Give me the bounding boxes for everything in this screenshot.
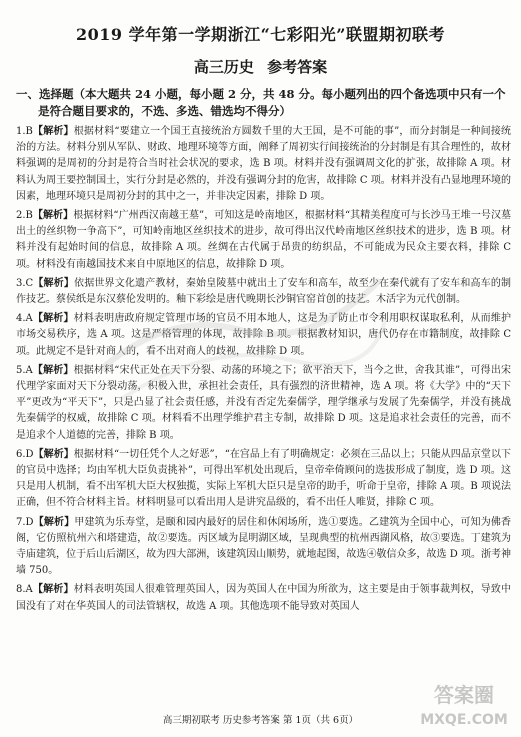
answer-item-8 [16, 582, 511, 614]
answer-number: 3.C [16, 277, 34, 289]
analysis-tag: 【解析】 [33, 277, 75, 289]
analysis-tag: 【解析】 [32, 210, 74, 222]
answer-item-6 [16, 447, 511, 512]
section-heading-line-1: 一、选择题（本大题共 24 小题，每小题 2 分，共 48 分。每小题列出的四个备选项中只有一个 [16, 87, 506, 101]
page-footer: 高三期初联考 历史参考答案 第 1页（共 6页） [162, 715, 359, 726]
answer-number: 1.B [16, 126, 33, 137]
analysis-text: 材料表明唐政府规定管理市场的官员不用本地人，这是为了防止市令利用职权谋取私利，从而维护市场交易秩序，选 A 项。这是严格管理的体现，故排除 B 项。根据教材知识，唐代仍存在市籍制度，故排除 C 项。此规定不是针对商人的，看不出对商人的歧视，故排除 D 项。 [16, 313, 512, 357]
answer-number: 8.A [16, 584, 33, 596]
answer-label: 参考答案 [267, 58, 328, 76]
answer-number: 6.D [16, 448, 34, 460]
analysis-text: 根据材料“要建立一个国王直接统治方圆数千里的大王国，是不可能的事”，而分封制是一种间接统治的方法。材料分别从军队、财政、地理环境等方面，阐释了周初实行间接统治的分封制是有其合理性的，故材料强调的是周初的分封是符合当时社会状况的要求，选 B 项。材料并没有强调周文化的扩张，故排除 A 项。材料认为周王要控制国土，实行分封是必然的，并没有强调分封的危害，故排除 C 项。材料并没有凸显地理环境的因素，地理环境只是周初分封的其中之一，并非决定因素，排除 D 项。 [16, 126, 511, 202]
answer-number: 7.D [16, 516, 34, 528]
analysis-tag: 【解析】 [32, 364, 74, 376]
analysis-text: 根据材料“宋代正处在天下分裂、动荡的环境之下；欲平治天下，当今之世，舍我其谁”，可得出宋代理学家面对天下分裂动荡，积极入世，承担社会责任，具有强烈的济世精神，选 A 项。将《大学》中的“天下平”更改为“平天下”，只是凸显了社会责任感，并没有否定先秦儒学，理学继承与发展了先秦儒学，并没有挑战先秦儒学的权威，故排除 C 项。材料看不出理学维护君主专制，故排除 D 项。这是追求社会责任的完善，而不是追求个人道德的完善，排除 B 项。 [16, 364, 512, 441]
analysis-tag: 【解析】 [32, 313, 74, 325]
answer-item-4 [16, 311, 511, 360]
logo-text: 答案圈 [434, 683, 494, 707]
analysis-text: 根据材料“一切任凭个人之好恶”，“在宫品上有了明确规定：必须在三品以上；只能从四品京堂以下的官员中选择；均由军机大臣负责挑补”，可得出军机处出现后，皇帝牵倚顾问的选拔形成了制度，选 D 项。这只是用人机制，看不出军机大臣大权独揽，实际上军机大臣只是皇帝的助手，听命于皇帝，排除 A 项。B 项说法正确，但不符合材料主旨。材料明显可以看出用人是讲究品级的，看不出任人唯贤，排除 C 项。 [16, 448, 511, 509]
answer-item-5 [16, 363, 511, 444]
subject-label: 高三历史 [193, 58, 254, 76]
analysis-tag: 【解析】 [33, 448, 74, 460]
answer-item-7 [16, 515, 511, 580]
answer-list [16, 124, 511, 618]
analysis-text: 材料表明英国人很难管理英国人，因为英国人在中国为所欲为，这主要是由于领事裁判权，导致中国没有了对在华英国人的司法管辖权，故选 A 项。其他选项不能导致对英国人 [16, 584, 512, 612]
section-heading-line-2: 是符合题目要求的，不选、多选、错选均不得分） [38, 104, 291, 118]
analysis-tag: 【解析】 [32, 126, 74, 137]
logo-subtext: MXQE.COM [421, 712, 507, 728]
analysis-text: 甲建筑为乐寿堂，是颐和园内最好的居住和休闲场所，选①要选。乙建筑为全国中心，可知为佛香阁，它仿照杭州六和塔建造，故②要选。丙区域为昆明湖区域，呈现典型的杭州西湖风格，故③要选。丁建筑为寺庙建筑，位于后山后湖区，故为四大部洲，该建筑因山顺势，就地起图，故选④敬信众多，故选 D 项。浙考神墙 750。 [16, 516, 512, 577]
analysis-tag: 【解析】 [32, 584, 74, 596]
analysis-tag: 【解析】 [33, 516, 75, 528]
answer-number: 2.B [16, 210, 33, 222]
answer-number: 4.A [16, 313, 33, 325]
section-heading [16, 86, 511, 120]
page-title: 2019 学年第一学期浙江“七彩阳光”联盟期初联考 [75, 25, 445, 44]
answer-number: 5.A [16, 364, 33, 376]
answer-item-2 [16, 208, 511, 273]
answer-item-1 [16, 124, 511, 205]
page-subtitle [0, 56, 521, 77]
answer-item-3 [16, 276, 511, 308]
analysis-text: 依据世界文化遗产教材，秦始皇陵墓中就出土了安车和高车，故至少在秦代就有了安车和高车的制作技艺。蔡侯纸是东汉蔡伦发明的。釉下彩绘是唐代晚期长沙铜官窑首创的技艺。木活字为元代创制。 [16, 277, 512, 306]
analysis-text: 根据材料“广州西汉南越王墓”，可知这是岭南地区，根据材料“其精美程度可与长沙马王堆一号汉墓出土的丝织物一争高下”，可知岭南地区丝织技术的进步，故可得出汉代岭南地区丝织技术的进步，选 B 项。材料并没有起始时间的信息，故排除 A 项。丝绸在古代属于昂贵的纺织品，不可能成为民众主要衣料，排除 C 项。材料没有南越国技术来自中原地区的信息，故排除 D 项。 [16, 210, 512, 270]
